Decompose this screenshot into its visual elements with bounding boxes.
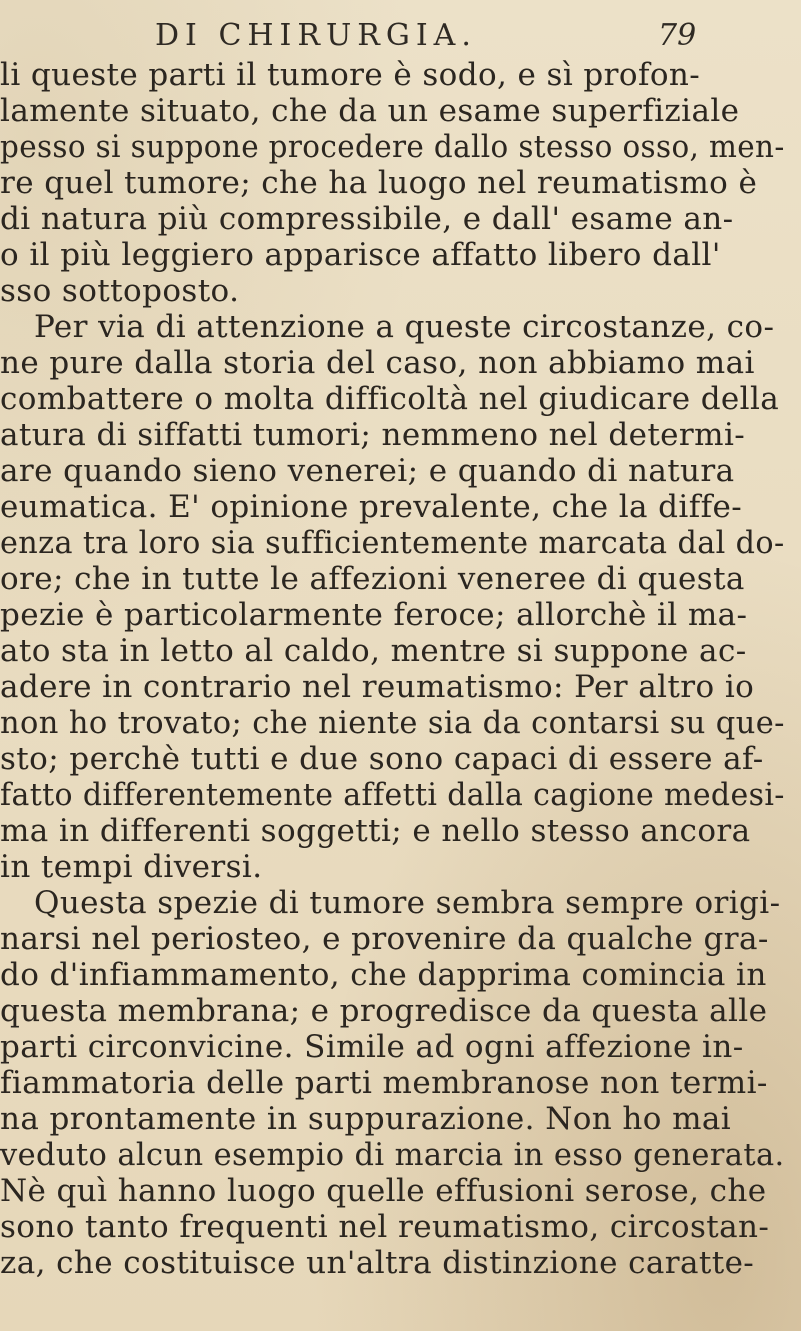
text-line: fatto differentemente affetti dalla cagione medesi- <box>0 777 785 813</box>
text-line: pezie è particolarmente feroce; allorchè il ma- <box>0 597 748 633</box>
text-line: parti circonvicine. Simile ad ogni affezione in- <box>0 1029 744 1065</box>
text-line: sto; perchè tutti e due sono capaci di essere af- <box>0 741 764 777</box>
text-line: are quando sieno venerei; e quando di natura <box>0 453 735 489</box>
text-line: sso sottoposto. <box>0 273 240 309</box>
text-line: adere in contrario nel reumatismo: Per altro io <box>0 669 755 705</box>
text-line: Questa spezie di tumore sembra sempre origi- <box>34 885 781 921</box>
text-line: sono tanto frequenti nel reumatismo, circostan- <box>0 1209 770 1245</box>
text-line: re quel tumore; che ha luogo nel reumatismo è <box>0 165 758 201</box>
page-number: 79 <box>658 18 697 53</box>
text-line: ma in differenti soggetti; e nello stesso ancora <box>0 813 751 849</box>
text-line: ore; che in tutte le affezioni veneree di questa <box>0 561 745 597</box>
text-line: eumatica. E' opinione prevalente, che la diffe- <box>0 489 743 525</box>
text-line: na prontamente in suppurazione. Non ho mai <box>0 1101 732 1137</box>
text-line: za, che costituisce un'altra distinzione caratte- <box>0 1245 755 1281</box>
text-line: combattere o molta difficoltà nel giudicare della <box>0 381 780 417</box>
text-line: fiammatoria delle parti membranose non termi- <box>0 1065 768 1101</box>
text-line: li queste parti il tumore è sodo, e sì profon- <box>0 57 701 93</box>
text-line: Per via di attenzione a queste circostanze, co- <box>34 309 775 345</box>
text-line: di natura più compressibile, e dall' esame an- <box>0 201 734 237</box>
text-line: enza tra loro sia sufficientemente marcata dal do- <box>0 525 785 561</box>
page-header <box>0 14 801 54</box>
text-line: lamente situato, che da un esame superfiziale <box>0 93 740 129</box>
text-line: atura di siffatti tumori; nemmeno nel determi- <box>0 417 746 453</box>
text-line: in tempi diversi. <box>0 849 263 885</box>
text-line: veduto alcun esempio di marcia in esso generata. <box>0 1137 785 1173</box>
text-line: pesso si suppone procedere dallo stesso osso, men- <box>0 129 785 165</box>
text-line: questa membrana; e progredisce da questa alle <box>0 993 768 1029</box>
text-line: Nè quì hanno luogo quelle effusioni serose, che <box>0 1173 767 1209</box>
text-line: non ho trovato; che niente sia da contarsi su que- <box>0 705 785 741</box>
text-line: ato sta in letto al caldo, mentre si suppone ac- <box>0 633 747 669</box>
text-line: ne pure dalla storia del caso, non abbiamo mai <box>0 345 755 381</box>
text-line: narsi nel periosteo, e provenire da qualche gra- <box>0 921 769 957</box>
text-line: do d'infiammamento, che dapprima comincia in <box>0 957 767 993</box>
running-head: DI CHIRURGIA. <box>155 18 477 53</box>
text-line: o il più leggiero apparisce affatto libero dall' <box>0 237 721 273</box>
